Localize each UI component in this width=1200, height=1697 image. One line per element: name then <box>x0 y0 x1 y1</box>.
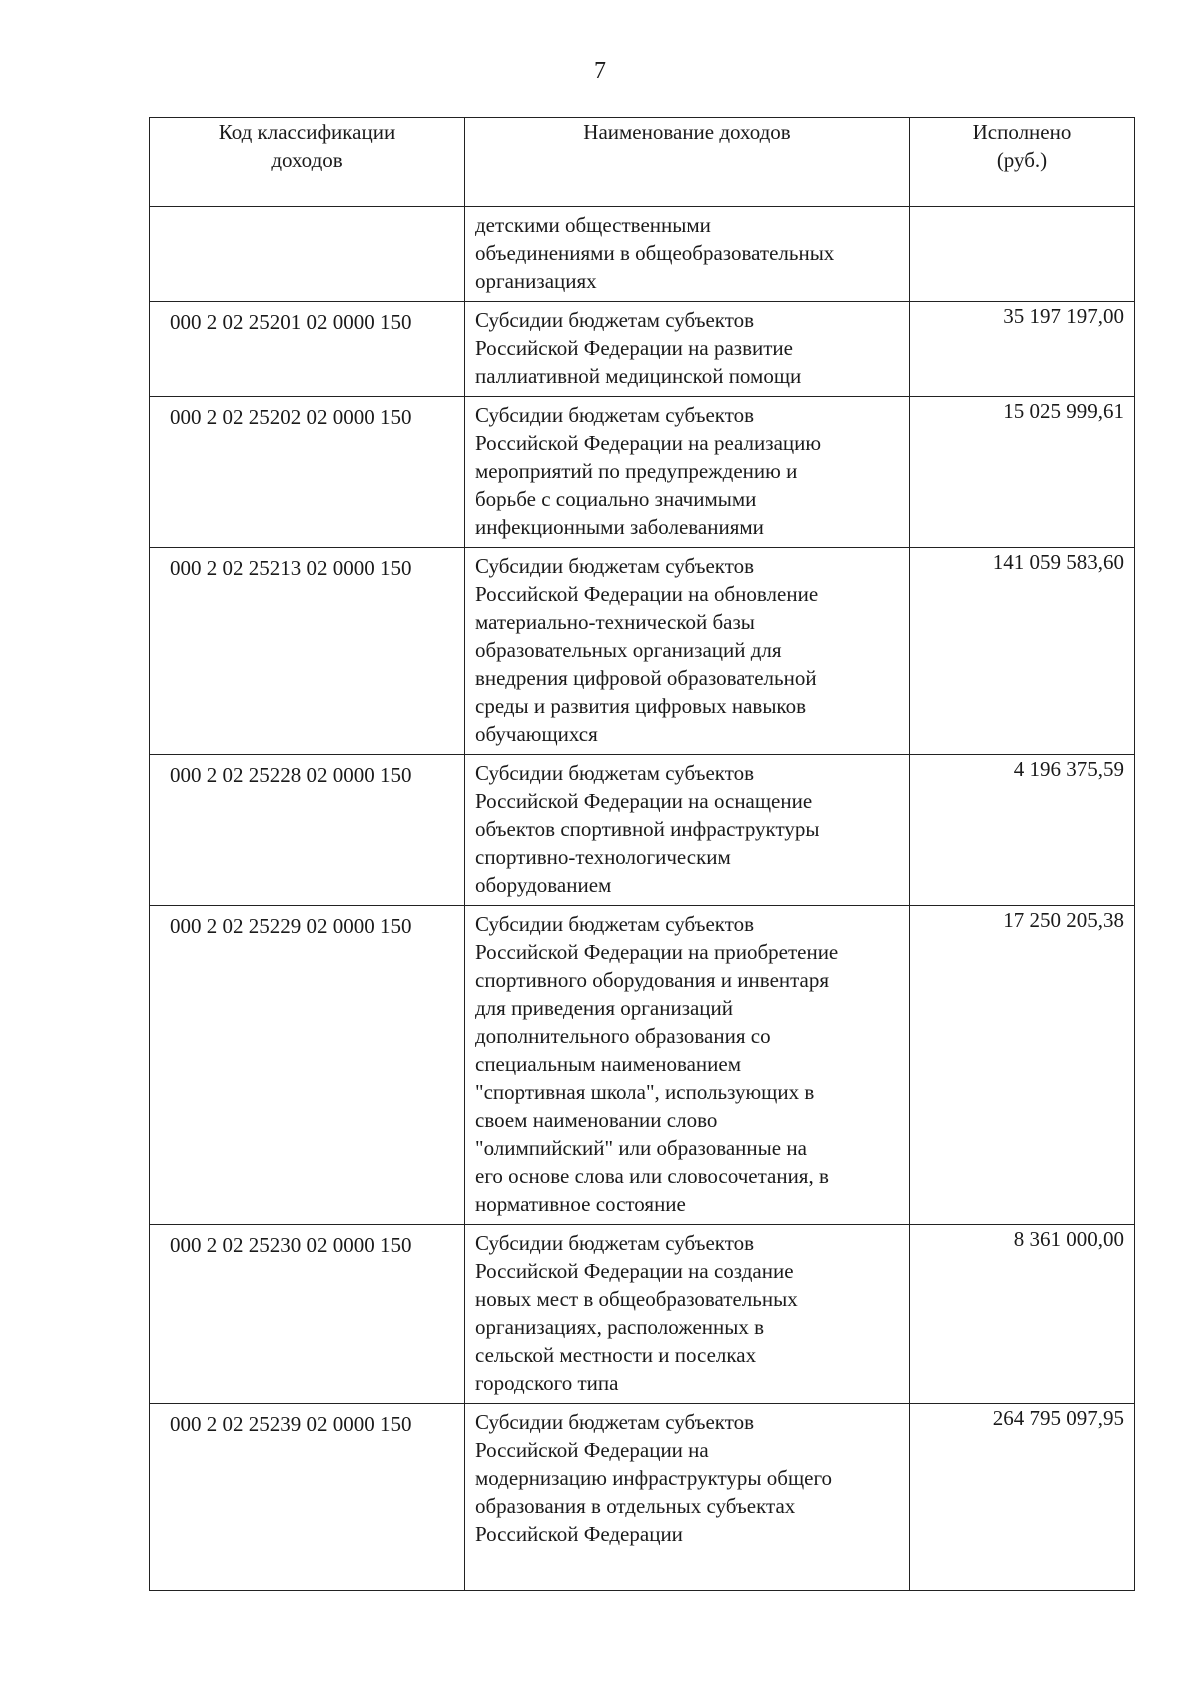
income-name-line: Российской Федерации на развитие <box>475 336 793 360</box>
income-name-line: образования в отдельных субъектах <box>475 1494 796 1518</box>
header-amount <box>910 118 1135 207</box>
executed-amount-cell: 17 250 205,38 <box>910 906 1135 1225</box>
table-row <box>150 302 1135 397</box>
income-name-line: Российской Федерации на <box>475 1438 709 1462</box>
table-row <box>150 548 1135 755</box>
income-name-line: спортивного оборудования и инвентаря <box>475 968 830 992</box>
table-row <box>150 906 1135 1225</box>
income-name-line: модернизацию инфраструктуры общего <box>475 1466 833 1490</box>
income-name-line: Субсидии бюджетам субъектов <box>475 912 755 936</box>
header-row <box>150 118 1135 207</box>
income-code-cell: 000 2 02 25201 02 0000 150 <box>150 302 465 397</box>
income-name-line: материально-технической базы <box>475 610 755 634</box>
income-name-cell <box>465 207 910 302</box>
income-code-cell <box>150 207 465 302</box>
income-name-line: "спортивная школа", использующих в <box>475 1080 815 1104</box>
income-name-line: своем наименовании слово <box>475 1108 718 1132</box>
revenue-table <box>149 117 1135 1591</box>
income-code-cell: 000 2 02 25213 02 0000 150 <box>150 548 465 755</box>
income-name-line: Российской Федерации на реализацию <box>475 431 822 455</box>
table-row <box>150 755 1135 906</box>
income-name-line: обучающихся <box>475 722 598 746</box>
income-name-line: Субсидии бюджетам субъектов <box>475 1410 755 1434</box>
income-name-line: детскими общественными <box>475 213 711 237</box>
executed-amount-cell: 141 059 583,60 <box>910 548 1135 755</box>
income-name-line: Российской Федерации на оснащение <box>475 789 813 813</box>
executed-amount-cell: 35 197 197,00 <box>910 302 1135 397</box>
income-name-line: борьбе с социально значимыми <box>475 487 757 511</box>
income-name-cell <box>465 1225 910 1404</box>
income-name-line: оборудованием <box>475 873 612 897</box>
income-name-line: Субсидии бюджетам субъектов <box>475 761 755 785</box>
income-name-line: Российской Федерации на создание <box>475 1259 794 1283</box>
income-name-line: Российской Федерации <box>475 1522 683 1546</box>
income-name-cell <box>465 302 910 397</box>
income-name-line: спортивно-технологическим <box>475 845 731 869</box>
header-code <box>150 118 465 207</box>
income-name-line: Субсидии бюджетам субъектов <box>475 554 755 578</box>
income-name-cell <box>465 397 910 548</box>
income-name-cell <box>465 548 910 755</box>
income-name-line: среды и развития цифровых навыков <box>475 694 806 718</box>
executed-amount-cell: 4 196 375,59 <box>910 755 1135 906</box>
table-row <box>150 397 1135 548</box>
income-name-line: для приведения организаций <box>475 996 734 1020</box>
header-name: Наименование доходов <box>465 118 910 207</box>
income-name-line: дополнительного образования со <box>475 1024 771 1048</box>
income-name-line: объектов спортивной инфраструктуры <box>475 817 820 841</box>
income-name-line: Субсидии бюджетам субъектов <box>475 1231 755 1255</box>
header-code-line: Код классификации <box>218 120 396 144</box>
executed-amount-cell: 8 361 000,00 <box>910 1225 1135 1404</box>
income-name-line: Субсидии бюджетам субъектов <box>475 403 755 427</box>
income-name-line: паллиативной медицинской помощи <box>475 364 802 388</box>
income-name-line: организациях <box>475 269 597 293</box>
income-name-line: объединениями в общеобразовательных <box>475 241 835 265</box>
income-name-line: его основе слова или словосочетания, в <box>475 1164 829 1188</box>
income-name-line: городского типа <box>475 1371 619 1395</box>
income-name-line: нормативное состояние <box>475 1192 686 1216</box>
header-amount-line: (руб.) <box>996 148 1048 172</box>
income-name-line: сельской местности и поселках <box>475 1343 757 1367</box>
table-row <box>150 207 1135 302</box>
income-name-line: "олимпийский" или образованные на <box>475 1136 807 1160</box>
table-row <box>150 1225 1135 1404</box>
income-code-cell: 000 2 02 25229 02 0000 150 <box>150 906 465 1225</box>
income-code-cell: 000 2 02 25202 02 0000 150 <box>150 397 465 548</box>
income-name-line: инфекционными заболеваниями <box>475 515 764 539</box>
executed-amount-cell: 264 795 097,95 <box>910 1404 1135 1591</box>
income-name-cell <box>465 755 910 906</box>
income-name-line: новых мест в общеобразовательных <box>475 1287 798 1311</box>
page-number: 7 <box>594 58 606 84</box>
income-name-line: Субсидии бюджетам субъектов <box>475 308 755 332</box>
income-name-line: мероприятий по предупреждению и <box>475 459 798 483</box>
income-name-cell <box>465 1404 910 1591</box>
table-body <box>150 207 1135 1591</box>
income-code-cell: 000 2 02 25230 02 0000 150 <box>150 1225 465 1404</box>
header-code-line: доходов <box>271 148 343 172</box>
header-amount-line: Исполнено <box>972 120 1072 144</box>
income-name-line: Российской Федерации на приобретение <box>475 940 839 964</box>
income-name-line: Российской Федерации на обновление <box>475 582 819 606</box>
income-name-cell <box>465 906 910 1225</box>
income-name-line: образовательных организаций для <box>475 638 782 662</box>
table-row <box>150 1404 1135 1591</box>
executed-amount-cell <box>910 207 1135 302</box>
income-code-cell: 000 2 02 25228 02 0000 150 <box>150 755 465 906</box>
income-code-cell: 000 2 02 25239 02 0000 150 <box>150 1404 465 1591</box>
executed-amount-cell: 15 025 999,61 <box>910 397 1135 548</box>
income-name-line: внедрения цифровой образовательной <box>475 666 817 690</box>
income-name-line: организациях, расположенных в <box>475 1315 765 1339</box>
income-name-line: специальным наименованием <box>475 1052 741 1076</box>
table-header <box>150 118 1135 207</box>
